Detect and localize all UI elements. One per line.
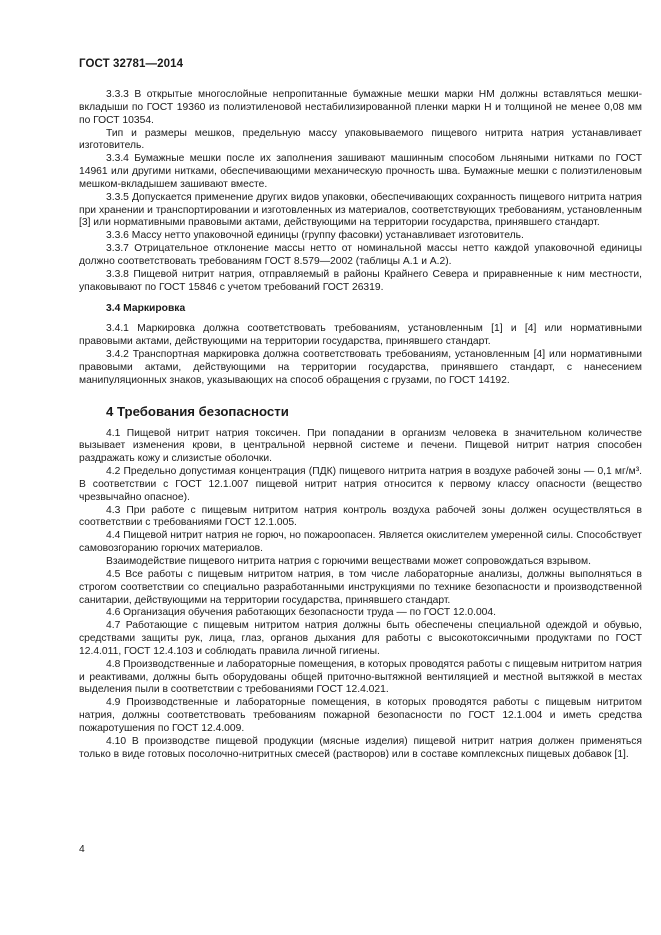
paragraph-4-1: 4.1 Пищевой нитрит натрия токсичен. При попадании в организм человека в значительном количестве вызывает изменения крови, в центральной нервной системе и печени. Пищевой нитрит натрия способен раздражать кожу и слизистые оболочки. bbox=[79, 427, 642, 465]
paragraph-4-8: 4.8 Производственные и лабораторные помещения, в которых проводятся работы с пищевым нитритом натрия и реактивами, должны быть оборудованы общей приточно-вытяжной вентиляцией и местной вытяжкой в местах выделения пыли в соответствии с требованиями ГОСТ 12.4.021. bbox=[79, 658, 643, 696]
paragraph-3-3-3: 3.3.3 В открытые многослойные непропитанные бумажные мешки марки НМ должны вставляться мешки-вкладыши по ГОСТ 19360 из полиэтиленовой нестабилизированной пленки марки Н и толщиной не менее 0,08 мм по ГОСТ 10354. bbox=[79, 89, 642, 126]
paragraph-3-3-4: 3.3.4 Бумажные мешки после их заполнения зашивают машинным способом льняными нитками по ГОСТ 14961 или другими нитками, обеспечивающими механическую прочность шва. Бумажные мешки с полиэтиленовым мешком-вкладышем зашивают вместе. bbox=[79, 153, 642, 190]
paragraph-4-10: 4.10 В производстве пищевой продукции (мясные изделия) пищевой нитрит натрия должен применяться только в виде готовых посолочно-нитритных смесей (растворов) или в составе комплексных пищевых добавок [1]. bbox=[79, 735, 642, 760]
paragraph-4-4-cont: Взаимодействие пищевого нитрита натрия с горючими веществами может сопровождаться взрывом. bbox=[106, 556, 591, 567]
paragraph-4-5: 4.5 Все работы с пищевым нитритом натрия, в том числе лабораторные анализы, должны выполняться в строгом соответствии со специально разработанными инструкциями по технике безопасности и производственной санитарии, действующими на территории государства, принявшего стандарт. bbox=[79, 568, 642, 606]
paragraph-3-3-3-cont: Тип и размеры мешков, предельную массу упаковываемого пищевого нитрита натрия устанавливает изготовитель. bbox=[79, 127, 642, 152]
paragraph-3-3-6: 3.3.6 Массу нетто упаковочной единицы (группу фасовки) устанавливает изготовитель. bbox=[106, 230, 524, 242]
paragraph-4-3: 4.3 При работе с пищевым нитритом натрия контроль воздуха рабочей зоны должен осуществляться в соответствии с требованиями ГОСТ 12.1.005. bbox=[79, 504, 642, 529]
paragraph-3-3-8: 3.3.8 Пищевой нитрит натрия, отправляемый в районы Крайнего Севера и приравненные к ним местности, упаковывают по ГОСТ 15846 с учетом требований ГОСТ 26319. bbox=[79, 268, 642, 293]
document-body bbox=[79, 89, 642, 762]
paragraph-4-2: 4.2 Предельно допустимая концентрация (ПДК) пищевого нитрита натрия в воздухе рабочей зоны — 0,1 мг/м³. В соответствии с ГОСТ 12.1.007 пищевой нитрит натрия относится к первому классу опасности (вещество чрезвычайно опасное). bbox=[79, 466, 642, 503]
paragraph-4-7: 4.7 Работающие с пищевым нитритом натрия должны быть обеспечены специальной одеждой и обувью, средствами защиты рук, лица, глаз, органов дыхания для работы с высокотоксичными продуктами по ГОСТ 12.4.011, ГОСТ 12.4.103 и соблюдать правила личной гигиены. bbox=[79, 620, 642, 657]
paragraph-3-4-1: 3.4.1 Маркировка должна соответствовать требованиям, установленным [1] и [4] или нормативными правовыми актами, действующими на территории государства, принявшего стандарт. bbox=[79, 323, 642, 348]
section-heading-4: 4 Требования безопасности bbox=[106, 403, 289, 419]
paragraph-3-3-5: 3.3.5 Допускается применение других видов упаковки, обеспечивающих сохранность пищевого нитрита натрия при хранении и транспортировании и изготовленных из материалов, соответствующих требованиям, установленным [3] или нормативными правовыми актами, действующими на территории государства, принявшего стандарт. bbox=[79, 191, 642, 229]
paragraph-3-4-2: 3.4.2 Транспортная маркировка должна соответствовать требованиям, установленным [4] или нормативными правовыми актами, действующими на территории государства, принявшего стандарт, с нанесением манипуляционных знаков, указывающих на способ обращения с грузами, по ГОСТ 14192. bbox=[79, 349, 642, 386]
paragraph-4-4: 4.4 Пищевой нитрит натрия не горюч, но пожароопасен. Является окислителем умеренной силы. Способствует самовозгоранию горючих материалов. bbox=[79, 530, 642, 555]
subsection-heading-3-4: 3.4 Маркировка bbox=[106, 302, 186, 314]
page-number: 4 bbox=[79, 844, 85, 855]
paragraph-3-3-7: 3.3.7 Отрицательное отклонение массы нетто от номинальной массы нетто каждой упаковочной единицы должно соответствовать требованиям ГОСТ 8.579—2002 (таблицы А.1 и А.2). bbox=[79, 243, 642, 267]
document-header: ГОСТ 32781—2014 bbox=[79, 58, 184, 70]
paragraph-4-9: 4.9 Производственные и лабораторные помещения, в которых проводятся работы с пищевым нитритом натрия, должны соответствовать требованиям пожарной безопасности по ГОСТ 12.1.004 и иметь средства пожаротушения по ГОСТ 12.4.009. bbox=[79, 697, 642, 734]
paragraph-4-6: 4.6 Организация обучения работающих безопасности труда — по ГОСТ 12.0.004. bbox=[106, 607, 496, 619]
